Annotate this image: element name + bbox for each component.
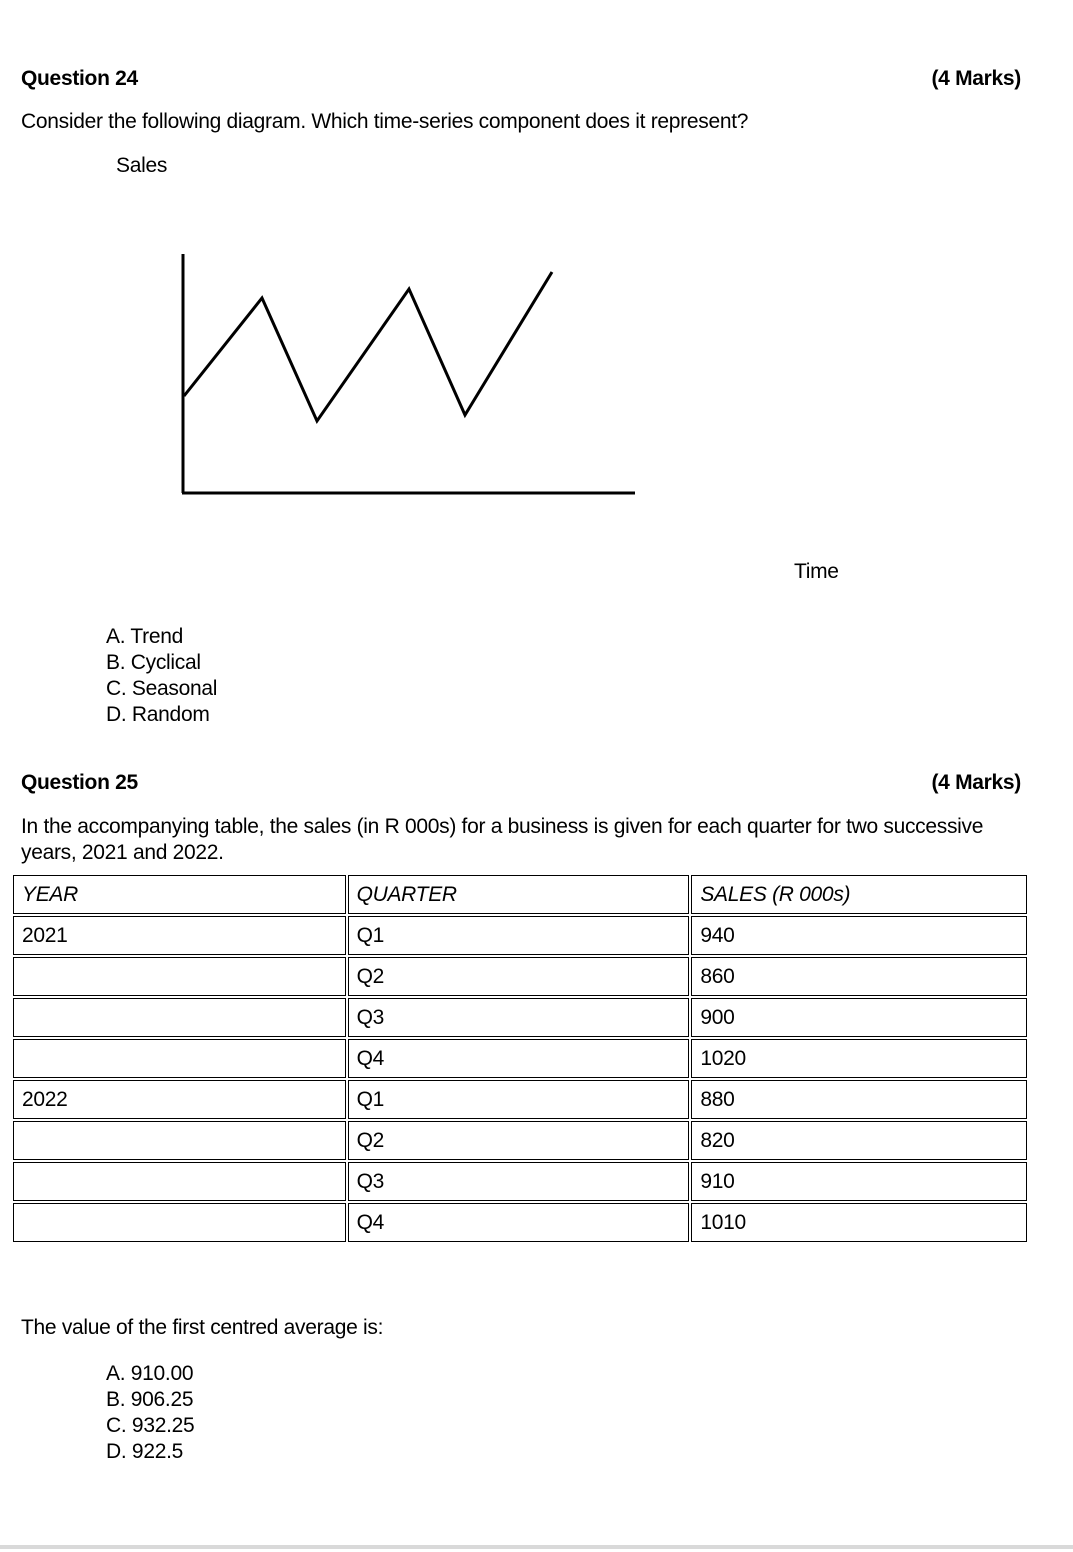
question-25-title: Question 25: [21, 771, 138, 794]
table-row: [13, 957, 1027, 996]
diagram-zigzag-line: [184, 272, 552, 421]
cell-quarter: Q4: [348, 1039, 690, 1078]
header-year: YEAR: [13, 875, 346, 914]
option-a[interactable]: A. 910.00: [106, 1362, 194, 1385]
option-d[interactable]: D. 922.5: [106, 1440, 183, 1463]
cell-year: [13, 957, 346, 996]
cell-quarter: Q1: [348, 916, 690, 955]
table-header-row: [13, 875, 1027, 914]
question-25-prompt-line-2: years, 2021 and 2022.: [21, 841, 224, 864]
diagram-x-label: Time: [794, 560, 839, 583]
diagram-y-label: Sales: [116, 154, 168, 177]
cell-year: [13, 1039, 346, 1078]
cell-quarter: Q4: [348, 1203, 690, 1242]
cell-year: [13, 998, 346, 1037]
header-sales: SALES (R 000s): [691, 875, 1027, 914]
cell-year: [13, 1121, 346, 1160]
table-row: [13, 916, 1027, 955]
cell-year: 2022: [13, 1080, 346, 1119]
cell-quarter: Q3: [348, 998, 690, 1037]
cell-sales: 940: [691, 916, 1027, 955]
table-row: [13, 1162, 1027, 1201]
question-24-options: [106, 624, 217, 728]
header-quarter: QUARTER: [348, 875, 690, 914]
cell-quarter: Q3: [348, 1162, 690, 1201]
question-25-options: [106, 1361, 194, 1465]
sales-table: [11, 873, 1029, 1244]
question-24-title: Question 24: [21, 67, 138, 90]
option-d[interactable]: D. Random: [106, 703, 210, 726]
cell-year: [13, 1203, 346, 1242]
option-c[interactable]: C. Seasonal: [106, 677, 218, 700]
cell-sales: 910: [691, 1162, 1027, 1201]
question-24-marks: (4 Marks): [931, 67, 1021, 90]
cell-year: 2021: [13, 916, 346, 955]
cell-sales: 900: [691, 998, 1027, 1037]
cell-sales: 1020: [691, 1039, 1027, 1078]
option-a[interactable]: A. Trend: [106, 625, 183, 648]
table-row: [13, 1039, 1027, 1078]
page-bottom-divider: [0, 1545, 1073, 1549]
option-b[interactable]: B. Cyclical: [106, 651, 201, 674]
question-25-marks: (4 Marks): [931, 771, 1021, 794]
cell-quarter: Q1: [348, 1080, 690, 1119]
question-25-prompt-line-1: In the accompanying table, the sales (in R 000s) for a business is given for each quarter for two successive: [21, 815, 984, 838]
cell-sales: 820: [691, 1121, 1027, 1160]
table-row: [13, 1080, 1027, 1119]
table-row: [13, 998, 1027, 1037]
cell-year: [13, 1162, 346, 1201]
cell-sales: 880: [691, 1080, 1027, 1119]
table-row: [13, 1203, 1027, 1242]
time-series-diagram: [0, 0, 1073, 520]
cell-quarter: Q2: [348, 1121, 690, 1160]
table-row: [13, 1121, 1027, 1160]
cell-quarter: Q2: [348, 957, 690, 996]
question-25-question: The value of the first centred average is:: [21, 1316, 384, 1339]
cell-sales: 860: [691, 957, 1027, 996]
option-c[interactable]: C. 932.25: [106, 1414, 195, 1437]
question-24-prompt: Consider the following diagram. Which time-series component does it represent?: [21, 110, 749, 133]
option-b[interactable]: B. 906.25: [106, 1388, 194, 1411]
cell-sales: 1010: [691, 1203, 1027, 1242]
